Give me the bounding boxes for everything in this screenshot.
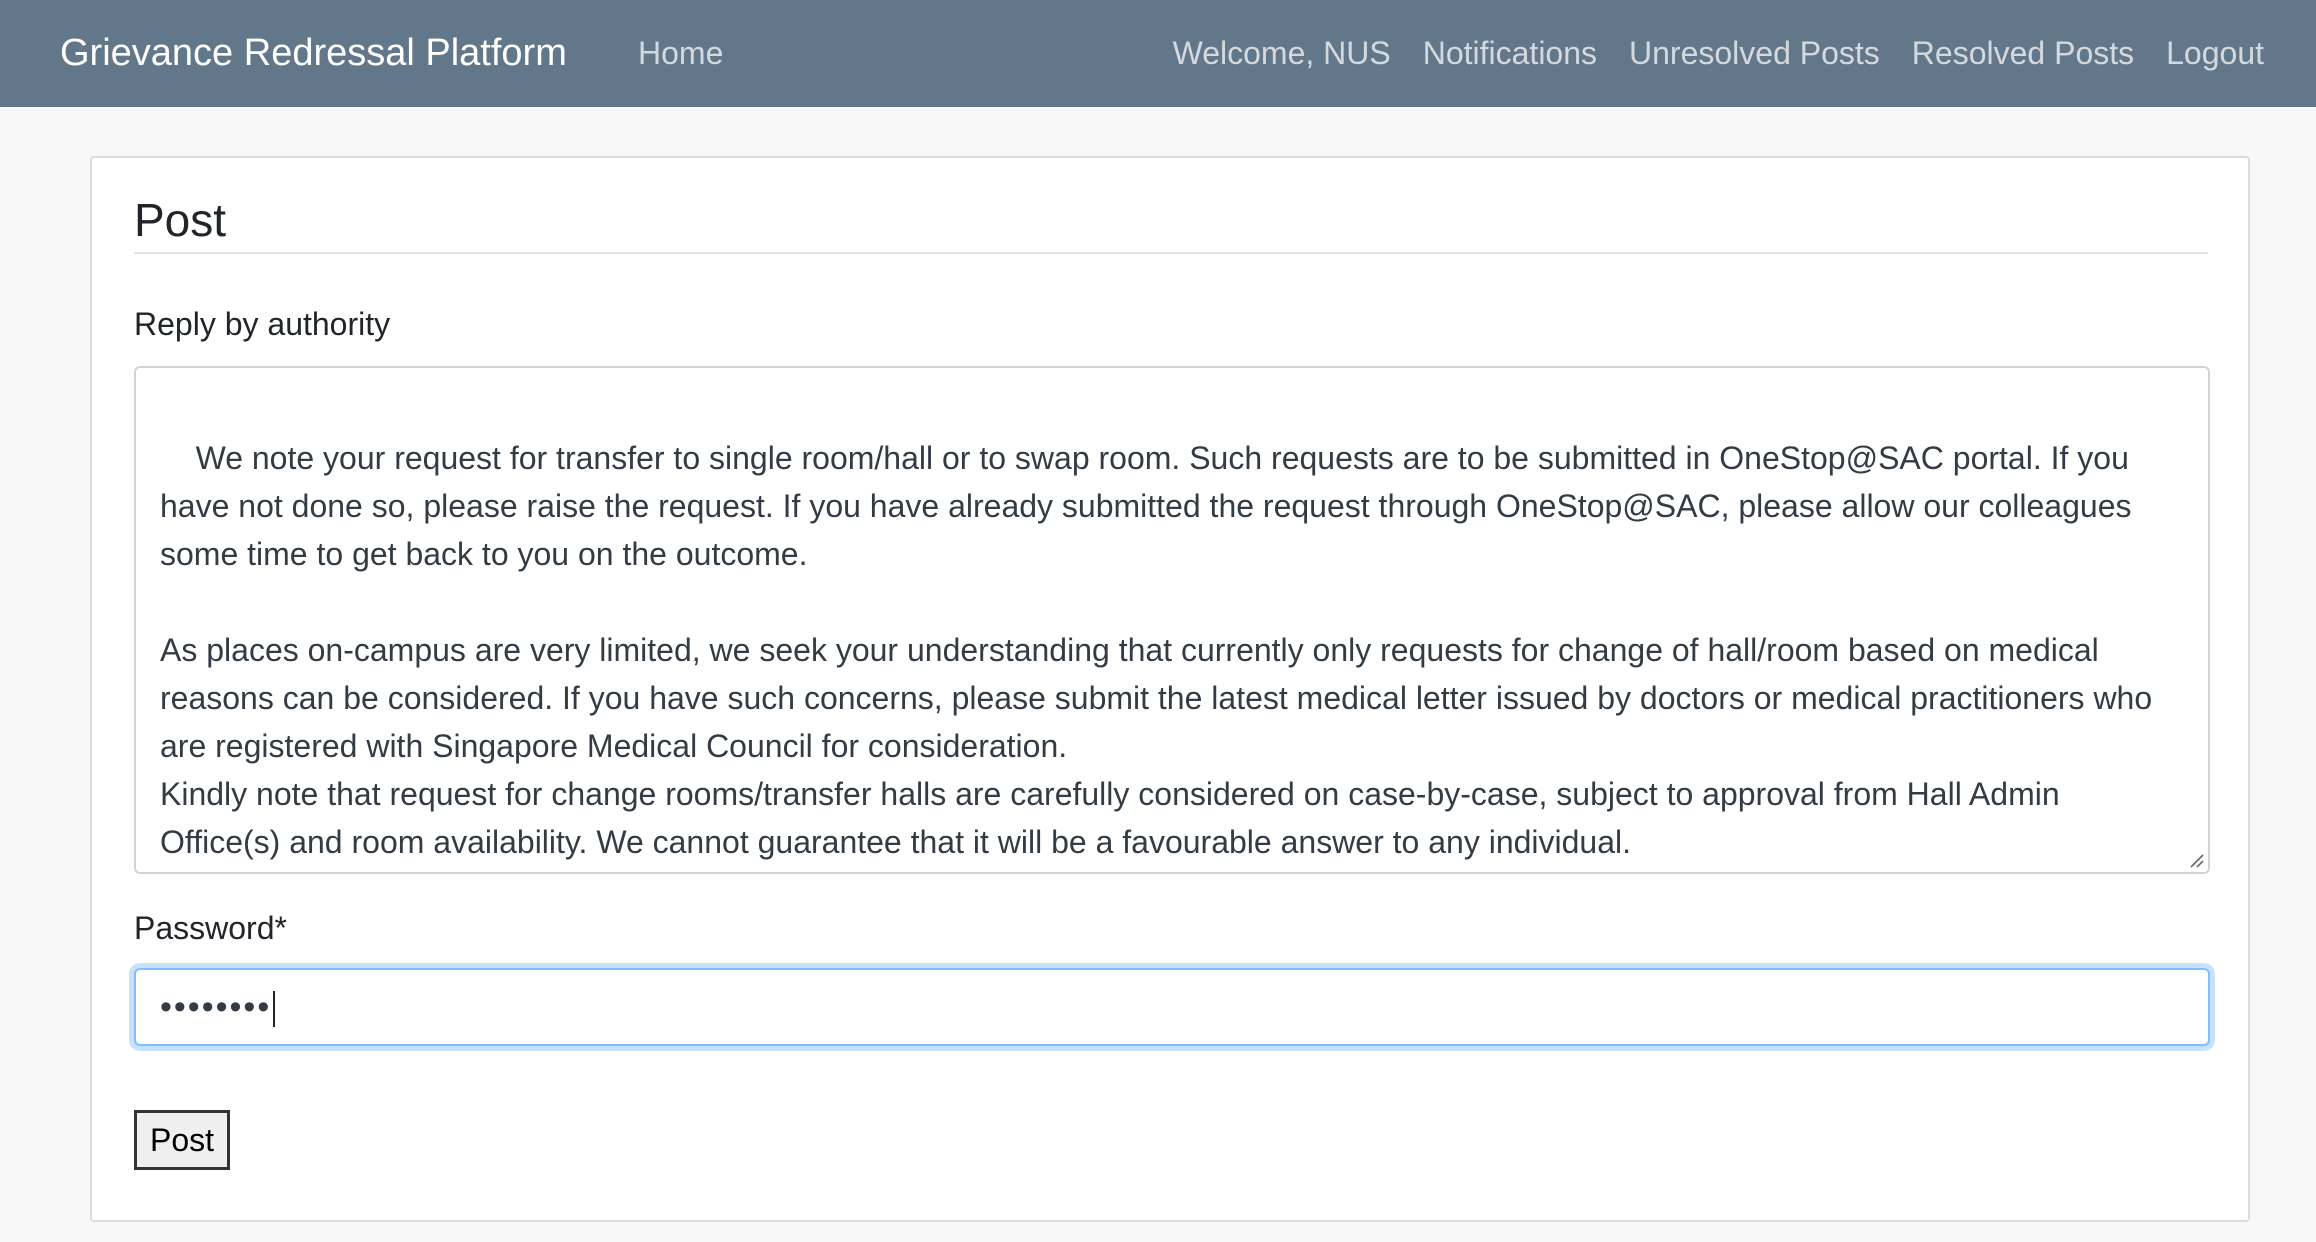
nav-unresolved-posts-link[interactable]: Unresolved Posts — [1629, 35, 1880, 71]
nav-welcome-link[interactable]: Welcome, NUS — [1172, 35, 1391, 71]
form-legend: Post — [134, 188, 2208, 254]
resize-grip-icon[interactable] — [2188, 852, 2204, 868]
nav-logout-link[interactable]: Logout — [2166, 35, 2264, 71]
password-input[interactable] — [134, 968, 2210, 1046]
password-label: Password* — [134, 910, 287, 946]
nav-home-link[interactable]: Home — [638, 35, 724, 71]
nav-notifications-link[interactable]: Notifications — [1422, 35, 1598, 71]
nav-right-links — [1173, 0, 2264, 107]
top-navbar — [0, 0, 2316, 107]
post-form-card — [90, 156, 2250, 1222]
reply-label: Reply by authority — [134, 306, 391, 342]
reply-text: We note your request for transfer to single room/hall or to swap room. Such requests are to be submitted in OneStop@SAC portal. If you have not done so, please raise the request. If you have already submitted the request through OneStop@SAC, please allow our colleagues some time to get back to you on the outcome. As places on-campus are very limited, we seek your understanding that currently only requests for change of hall/room based on medical reasons can be considered. If you have such concerns, please submit the latest medical letter issued by doctors or medical practitioners who are registered with Singapore Medical Council for consideration. Kindly note that request for change rooms/transfer halls are carefully considered on case-by-case, subject to approval from Hall Admin Office(s) and room availability. We cannot guarantee that it will be a favourable answer to any individual. — [160, 440, 2153, 860]
password-mask: •••••••• — [160, 988, 272, 1026]
nav-resolved-posts-link[interactable]: Resolved Posts — [1911, 35, 2135, 71]
post-button[interactable]: Post — [134, 1110, 230, 1170]
reply-textarea[interactable] — [134, 366, 2210, 874]
text-caret — [273, 991, 275, 1027]
brand-link[interactable]: Grievance Redressal Platform — [60, 32, 567, 74]
